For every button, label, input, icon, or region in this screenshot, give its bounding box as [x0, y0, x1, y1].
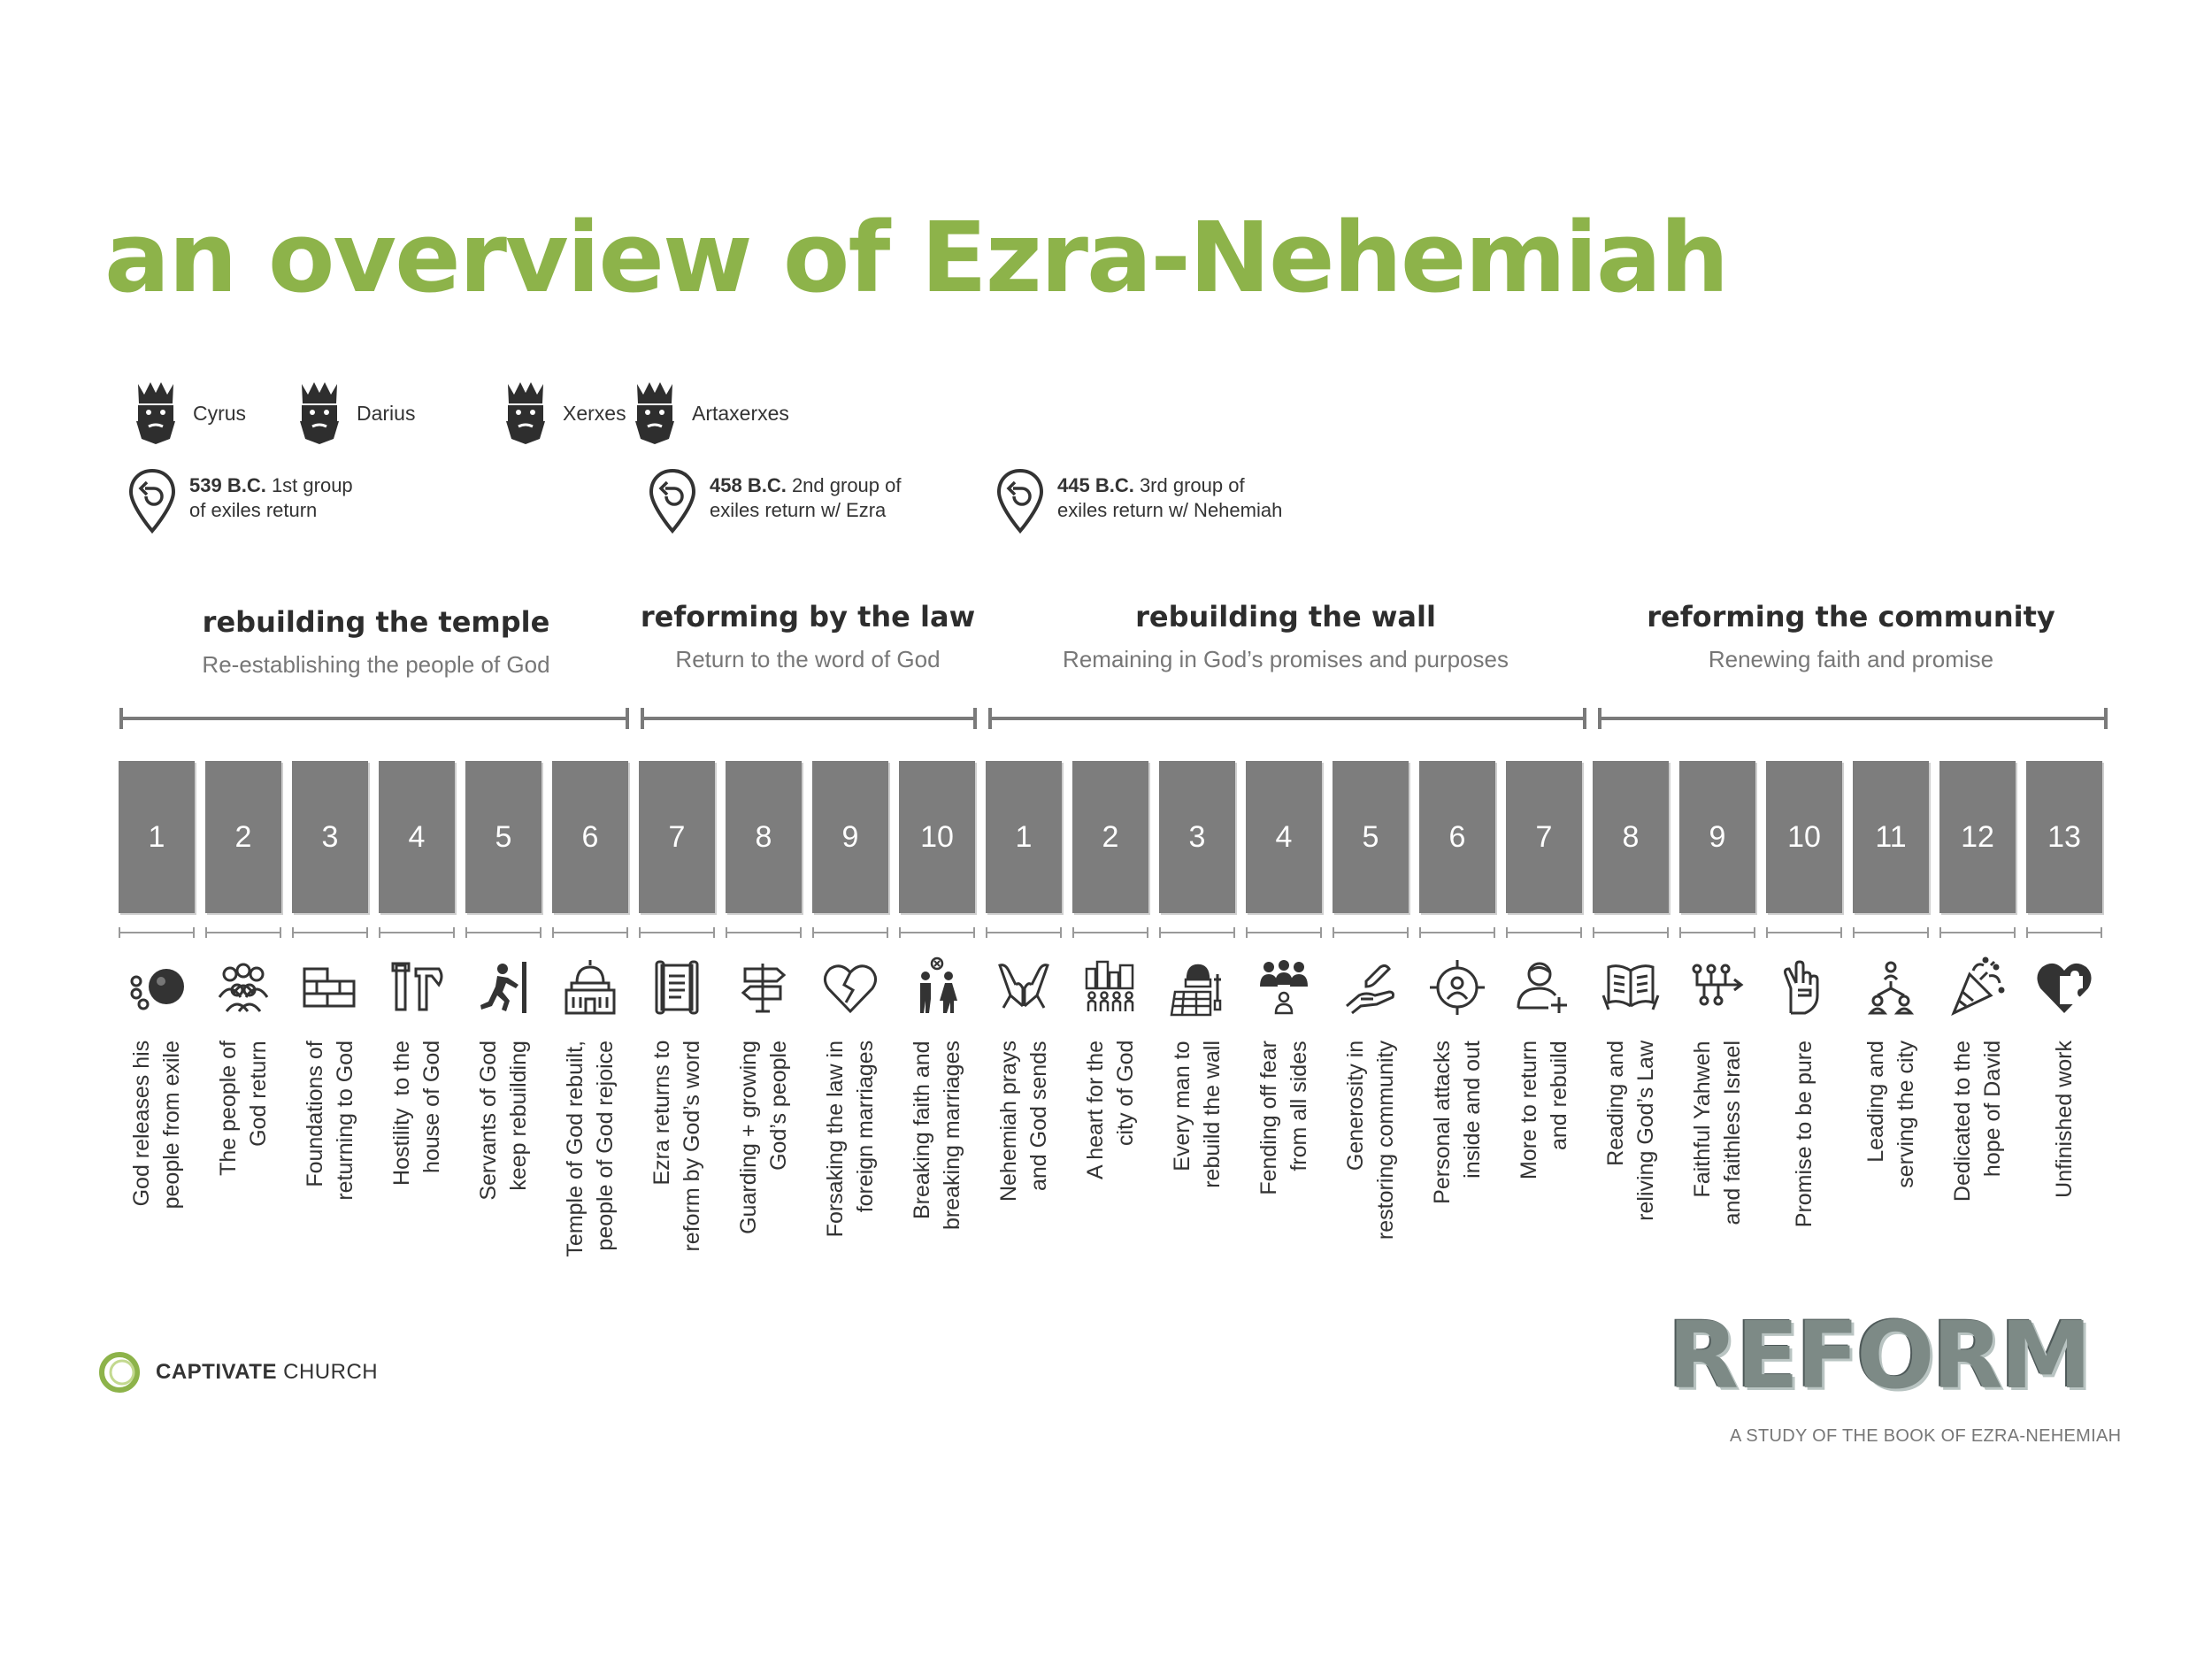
king-icon: [131, 380, 180, 446]
chapter-box: 9: [812, 761, 888, 913]
king-darius: [295, 380, 415, 446]
chapter-box: 2: [1072, 761, 1148, 913]
chapter-tick: [812, 927, 888, 938]
return-pin-icon: [648, 467, 697, 534]
branches-icon: [1686, 956, 1748, 1018]
broken-heart-icon: [819, 956, 881, 1018]
couple-icon: [906, 956, 968, 1018]
chapter-box: 8: [1593, 761, 1669, 913]
bricks-icon: [299, 956, 361, 1018]
chapter-box: 13: [2026, 761, 2102, 913]
chapter-tick: [1159, 927, 1235, 938]
open-book-icon: [1600, 956, 1662, 1018]
series-subtitle: A STUDY OF THE BOOK OF EZRA-NEHEMIAH: [1730, 1426, 2122, 1446]
praying-hands-icon: [993, 956, 1055, 1018]
chapter-caption: Personal attacks inside and out: [1430, 1041, 1485, 1204]
chapter-box: 12: [1939, 761, 2016, 913]
return-pin-icon: [995, 467, 1045, 534]
party-popper-icon: [1947, 956, 2008, 1018]
section-reforming-law: [641, 600, 975, 673]
chapter-tick: [1333, 927, 1409, 938]
chapter-tick: [292, 927, 368, 938]
return-pin-icon: [127, 467, 177, 534]
chapter-box: 3: [292, 761, 368, 913]
chapter-caption: Generosity in restoring community: [1343, 1041, 1398, 1240]
chapter-tick: [726, 927, 802, 938]
chapter-tick: [1072, 927, 1148, 938]
chapter-tick: [1506, 927, 1582, 938]
chapter-caption: Every man to rebuild the wall: [1170, 1041, 1225, 1188]
chapter-box: 1: [119, 761, 195, 913]
chapter-box: 2: [205, 761, 281, 913]
chapter-tick: [205, 927, 281, 938]
king-cyrus: [131, 380, 246, 446]
target-person-icon: [1426, 956, 1488, 1018]
chapter-caption: Unfinished work: [2052, 1041, 2077, 1198]
temple-icon: [559, 956, 621, 1018]
giving-hand-icon: [1340, 956, 1402, 1018]
chapter-caption: Guarding + growing God’s people: [736, 1041, 791, 1234]
section-bracket: [641, 708, 977, 729]
chapter-caption: Forsaking the law in foreign marriages: [823, 1041, 878, 1238]
section-subtitle: Return to the word of God: [675, 646, 941, 672]
chapter-box: 10: [899, 761, 975, 913]
section-subtitle: Remaining in God’s promises and purposes: [1063, 646, 1509, 672]
section-subtitle: Renewing faith and promise: [1708, 646, 1994, 672]
chapter-caption: Foundations of returning to God: [303, 1041, 357, 1201]
signpost-icon: [733, 956, 795, 1018]
city-people-icon: [1079, 956, 1141, 1018]
return-year: 458 B.C.: [710, 474, 787, 496]
chapter-caption: Promise to be pure: [1792, 1041, 1816, 1228]
chapter-caption: Leading and serving the city: [1863, 1041, 1918, 1188]
chapter-tick: [1766, 927, 1842, 938]
return-text: 1st group: [265, 474, 353, 496]
chapter-tick: [552, 927, 628, 938]
chapter-box: 7: [639, 761, 715, 913]
chapter-tick: [899, 927, 975, 938]
return-year: 539 B.C.: [189, 474, 266, 496]
return-text: 3rd group of: [1133, 474, 1245, 496]
chapter-tick: [379, 927, 455, 938]
chapter-caption: Fending off fear from all sides: [1256, 1041, 1311, 1195]
chapter-box: 1: [986, 761, 1062, 913]
chapter-tick: [2026, 927, 2102, 938]
chapter-caption: Dedicated to the hope of David: [1950, 1041, 2005, 1202]
section-reforming-community: [1647, 600, 2055, 673]
section-subtitle: Re-establishing the people of God: [202, 651, 550, 678]
page-title: an overview of Ezra-Nehemiah: [104, 201, 1728, 314]
chapter-tick: [1679, 927, 1755, 938]
chapter-box: 7: [1506, 761, 1582, 913]
return-text: exiles return w/ Ezra: [710, 499, 887, 521]
section-heading: rebuilding the temple: [202, 605, 550, 639]
ball-and-chain-icon: [126, 956, 188, 1018]
group-icon: [1253, 956, 1315, 1018]
chapter-caption: More to return and rebuild: [1517, 1041, 1571, 1180]
person-pushing-icon: [472, 956, 534, 1018]
chapter-tick: [986, 927, 1062, 938]
church-name-rest: CHURCH: [276, 1360, 379, 1384]
chapter-tick: [1246, 927, 1322, 938]
pledge-hand-icon: [1773, 956, 1835, 1018]
chapter-caption: Servants of God keep rebuilding: [476, 1041, 531, 1201]
section-bracket: [119, 708, 629, 729]
puzzle-heart-icon: [2033, 956, 2095, 1018]
chapter-box: 6: [552, 761, 628, 913]
chapter-caption: Faithful Yahweh and faithless Israel: [1690, 1041, 1745, 1225]
king-name: Xerxes: [563, 401, 626, 425]
king-xerxes: [501, 380, 626, 446]
chapter-tick: [465, 927, 541, 938]
chapter-caption: Hostility to the house of God: [389, 1041, 444, 1186]
king-icon: [630, 380, 680, 446]
chapter-caption: The people of God return: [216, 1041, 271, 1176]
king-name: Cyrus: [193, 401, 247, 425]
return-year: 445 B.C.: [1057, 474, 1134, 496]
king-name: Darius: [357, 401, 416, 425]
chapter-caption: Breaking faith and breaking marriages: [910, 1041, 964, 1230]
chapter-tick: [1939, 927, 2016, 938]
church-name-bold: CAPTIVATE: [156, 1360, 277, 1384]
king-icon: [295, 380, 344, 446]
chapter-caption: A heart for the city of God: [1083, 1041, 1138, 1180]
section-heading: reforming by the law: [640, 600, 976, 634]
chapter-caption: Ezra returns to reform by God’s word: [649, 1041, 704, 1252]
chapter-caption: Nehemiah prays and God sends: [996, 1041, 1051, 1202]
return-text: exiles return w/ Nehemiah: [1057, 499, 1283, 521]
chapter-box: 3: [1159, 761, 1235, 913]
section-rebuilding-temple: [202, 605, 549, 679]
return-marker-1: [127, 467, 353, 534]
chapter-tick: [1853, 927, 1929, 938]
section-heading: reforming the community: [1647, 600, 2055, 634]
scroll-icon: [646, 956, 708, 1018]
king-artaxerxes: [630, 380, 789, 446]
return-text: 2nd group of: [786, 474, 902, 496]
chapter-tick: [1593, 927, 1669, 938]
chapter-box: 6: [1419, 761, 1495, 913]
chapter-box: 5: [465, 761, 541, 913]
chapter-box: 4: [1246, 761, 1322, 913]
chapter-box: 9: [1679, 761, 1755, 913]
section-heading: rebuilding the wall: [1135, 600, 1436, 634]
church-logo: [97, 1350, 378, 1394]
chapter-box: 5: [1333, 761, 1409, 913]
chapter-tick: [119, 927, 195, 938]
hierarchy-icon: [1860, 956, 1922, 1018]
section-bracket: [1598, 708, 2108, 729]
chapter-caption: Temple of God rebuilt, people of God rejoice: [563, 1041, 618, 1257]
section-rebuilding-wall: [1063, 600, 1509, 673]
chapter-tick: [639, 927, 715, 938]
return-text: of exiles return: [189, 499, 318, 521]
return-marker-2: [648, 467, 902, 534]
series-title: REFORM: [1668, 1302, 2090, 1409]
add-person-icon: [1513, 956, 1575, 1018]
chapter-caption: Reading and reliving God’s Law: [1603, 1041, 1658, 1221]
section-bracket: [988, 708, 1586, 729]
chapter-box: 8: [726, 761, 802, 913]
ring-logo-icon: [97, 1350, 142, 1394]
king-name: Artaxerxes: [692, 401, 789, 425]
wall-tools-icon: [1166, 956, 1228, 1018]
return-marker-3: [995, 467, 1282, 534]
chapter-caption: God releases his people from exile: [129, 1041, 184, 1210]
king-icon: [501, 380, 550, 446]
chapter-box: 11: [1853, 761, 1929, 913]
hammer-icon: [386, 956, 448, 1018]
chapter-tick: [1419, 927, 1495, 938]
chapter-box: 10: [1766, 761, 1842, 913]
chapter-box: 4: [379, 761, 455, 913]
crowd-icon: [212, 956, 274, 1018]
